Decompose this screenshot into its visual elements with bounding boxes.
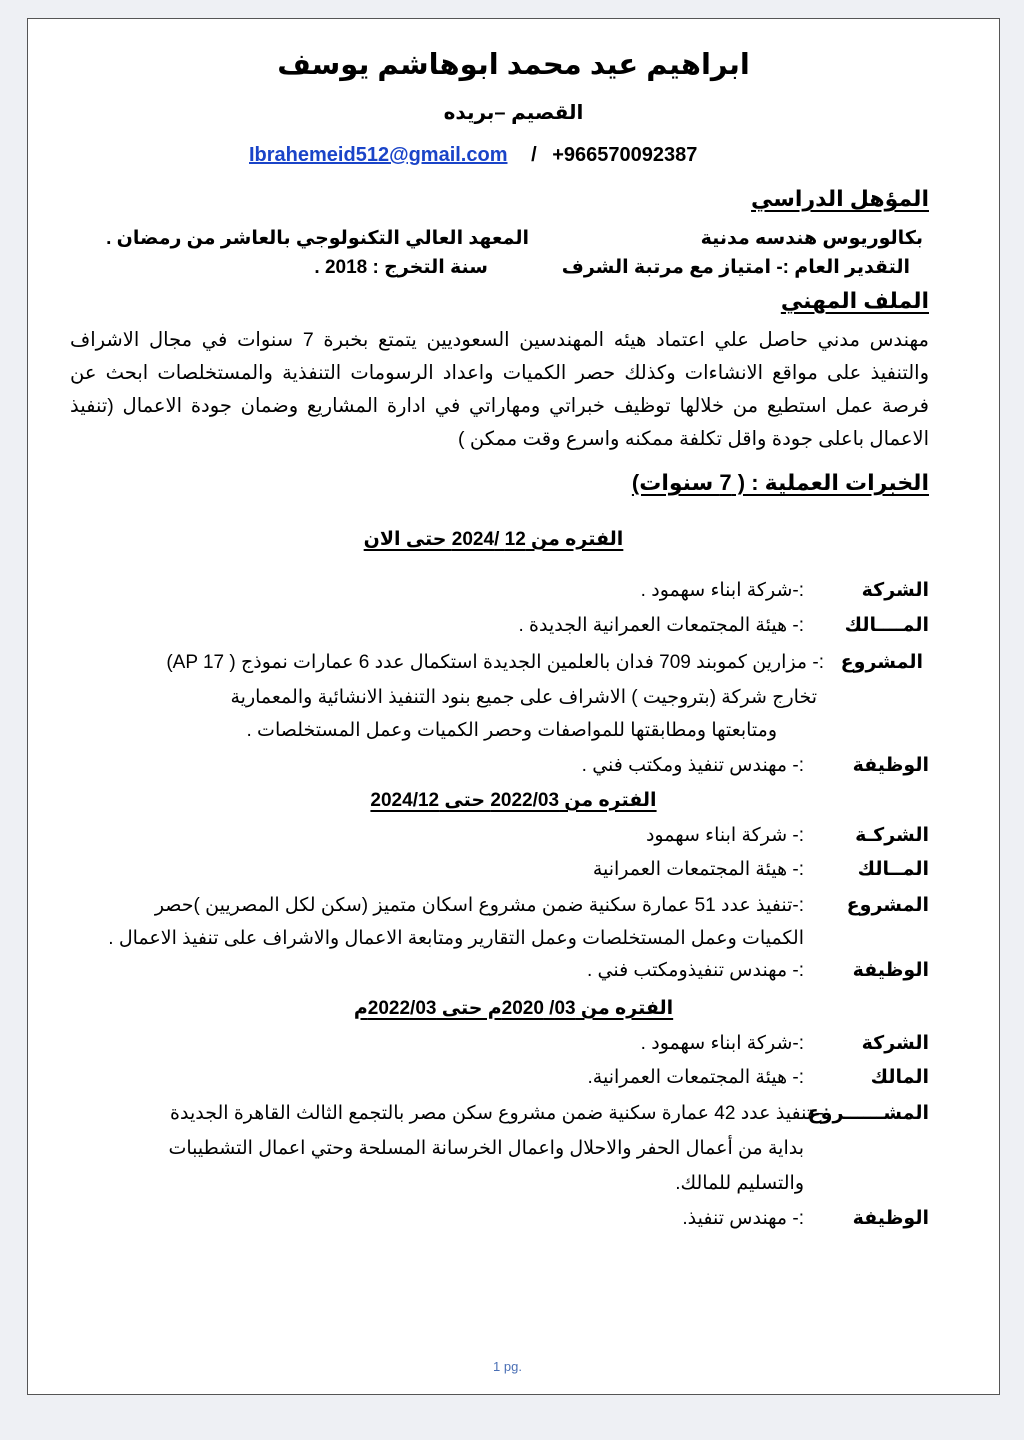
company-label: الشركة [861, 580, 929, 601]
owner-label: المالك [870, 1067, 929, 1088]
project-line: :-تنفيذ عدد 51 عمارة سكنية ضمن مشروع اسكان متميز (سكن لكل المصريين )حصر [154, 895, 804, 916]
profile-line: مهندس مدني حاصل علي اعتماد هيئه المهندسين السعوديين يتمتع بخبرة 7 سنوات في مجال الاشراف [70, 329, 929, 351]
location: القصيم –بريده [443, 102, 584, 124]
company-value: :-شركة ابناء سهمود . [640, 1033, 804, 1054]
contact-line [249, 143, 697, 167]
owner-value: :- هيئة المجتمعات العمرانية. [587, 1067, 804, 1088]
company-value: :- شركة ابناء سهمود [645, 825, 804, 846]
project-line: ومتابعتها ومطابقتها للمواصفات وحصر الكميات وعمل المستخلصات . [246, 720, 777, 741]
grade: التقدير العام :- امتياز مع مرتبة الشرف [561, 257, 910, 278]
experience-heading: الخبرات العملية : ( 7 سنوات) [631, 470, 929, 495]
job-value: :- مهندس تنفيذومكتب فني . [586, 960, 804, 981]
project-label: المشــــــروع [807, 1103, 929, 1124]
project-label: المشروع [840, 652, 923, 673]
institute: المعهد العالي التكنولوجي بالعاشر من رمضان . [106, 228, 529, 249]
project-line: تخارج شركة (بتروجيت ) الاشراف على جميع بنود التنفيذ الانشائية والمعمارية [230, 687, 817, 708]
job-label: الوظيفة [852, 755, 929, 776]
profile-line: فرصة عمل استطيع من خلالها توظيف خبراتي ومهاراتي في ادارة المشاريع وضمان جودة الاعمال (تنفيذ [70, 395, 929, 417]
resume-page [27, 18, 1000, 1395]
period-title: الفتره من 03/ 2020م حتى 2022/03م [353, 998, 674, 1019]
period-title: الفتره من 2022/03 حتى 2024/12 [370, 790, 657, 811]
contact-separator: / [531, 144, 537, 166]
applicant-name: ابراهيم عيد محمد ابوهاشم يوسف [277, 49, 750, 81]
job-value: :- مهندس تنفيذ. [682, 1208, 804, 1229]
degree: بكالوريوس هندسه مدنية [700, 228, 923, 249]
owner-value: :- هيئة المجتمعات العمرانية الجديدة . [518, 615, 804, 636]
project-line: بداية من أعمال الحفر والاحلال واعمال الخرسانة المسلحة وحتي اعمال التشطيبات [168, 1138, 804, 1159]
profile-line: الاعمال باعلى جودة واقل تكلفة ممكنه واسرع وقت ممكن ) [457, 428, 929, 450]
company-value: :-شركة ابناء سهمود . [640, 580, 804, 601]
job-label: الوظيفة [852, 960, 929, 981]
phone-number: +966570092387 [552, 144, 698, 166]
job-value: :- مهندس تنفيذ ومكتب فني . [581, 755, 804, 776]
project-line: :- تنفيذ عدد 42 عمارة سكنية ضمن مشروع سكن مصر بالتجمع الثالث القاهرة الجديدة [170, 1103, 829, 1124]
period-title: الفتره من 12 /2024 حتى الان [363, 529, 624, 550]
email-link[interactable]: Ibrahemeid512@gmail.com [249, 144, 508, 166]
education-heading: المؤهل الدراسي [751, 186, 929, 211]
profile-paragraph [70, 324, 929, 456]
company-label: الشركـة [855, 825, 929, 846]
graduation-year: سنة التخرج : 2018 . [314, 257, 488, 278]
job-label: الوظيفة [852, 1208, 929, 1229]
profile-line: والتنفيذ على مواقع الانشاءات وكذلك حصر الكميات واعداد الرسومات التنفذية والمستخلصات ابحث عن [70, 362, 929, 384]
page-number: 1 pg. [493, 1359, 522, 1374]
owner-value: :- هيئة المجتمعات العمرانية [592, 859, 804, 880]
owner-label: المــالك [857, 859, 929, 880]
owner-label: المــــالك [844, 615, 929, 636]
company-label: الشركة [861, 1033, 929, 1054]
project-line: الكميات وعمل المستخلصات وعمل التقارير ومتابعة الاعمال والاشراف على تنفيذ الاعمال . [108, 928, 804, 949]
project-line: :- مزارين كموبند 709 فدان بالعلمين الجديدة استكمال عدد 6 عمارات نموذج ( AP 17) [166, 652, 824, 673]
profile-heading: الملف المهني [780, 288, 929, 313]
project-line: والتسليم للمالك. [675, 1173, 804, 1194]
project-label: المشروع [846, 895, 929, 916]
